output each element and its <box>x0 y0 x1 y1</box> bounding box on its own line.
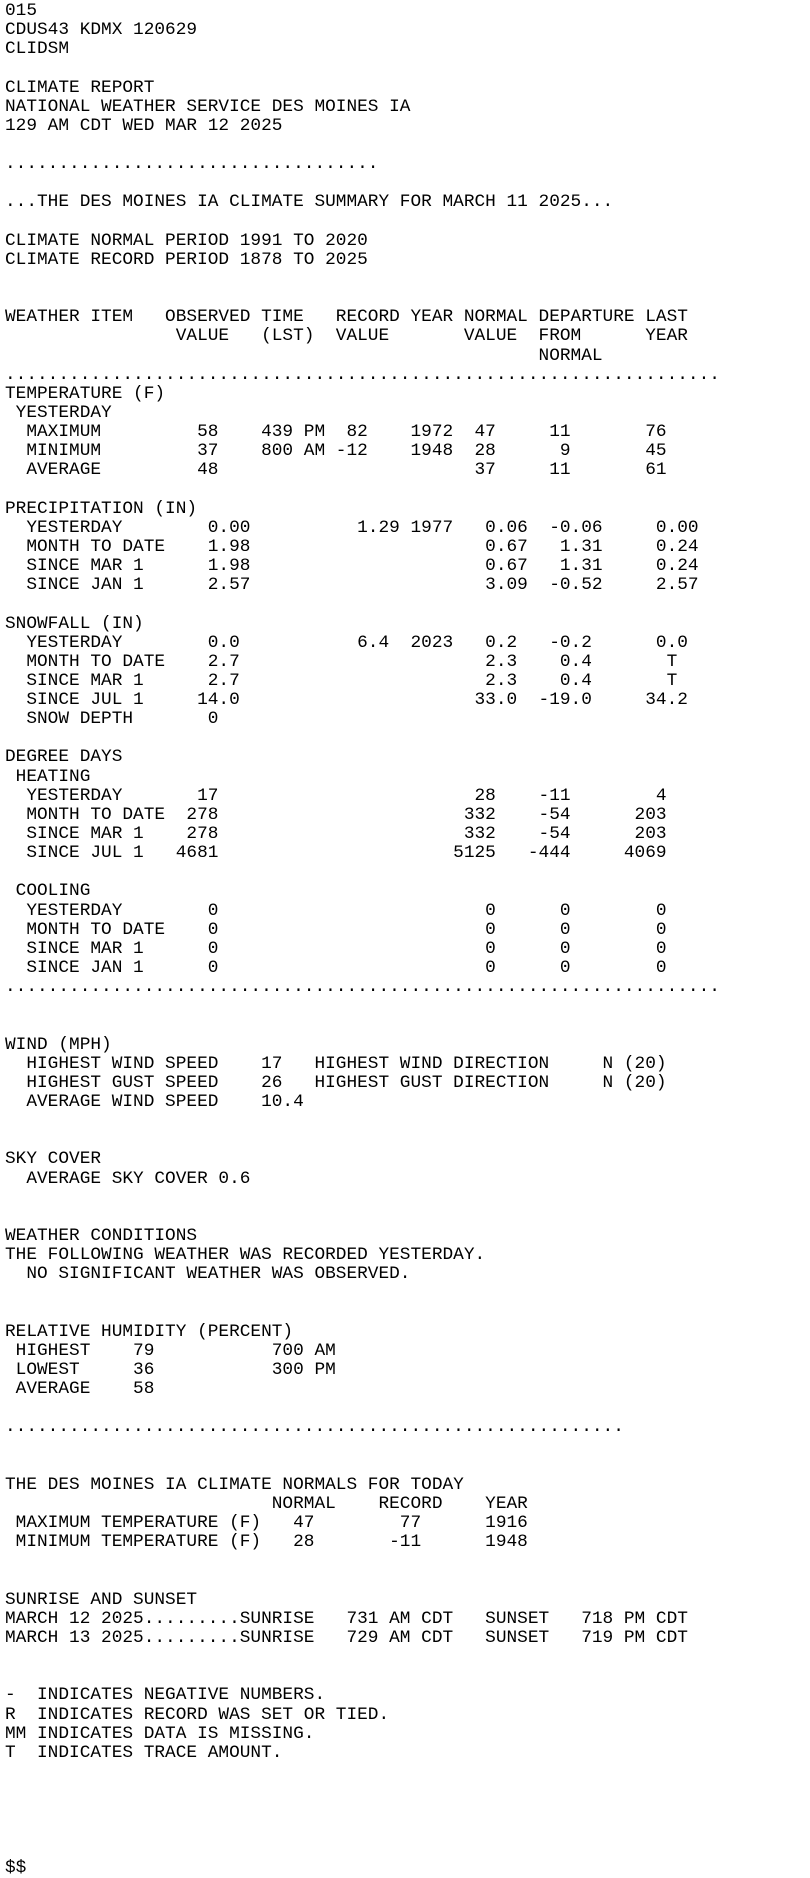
report-line <box>5 1284 810 1303</box>
report-line: YESTERDAY 17 28 -11 4 <box>5 786 667 806</box>
report-line: SINCE MAR 1 278 332 -54 203 <box>5 825 667 845</box>
report-line <box>5 1763 810 1782</box>
report-line: LOWEST 36 300 PM <box>5 1360 336 1380</box>
report-line: AVERAGE 48 37 11 61 <box>5 461 667 481</box>
report-line: PRECIPITATION (IN) <box>5 499 198 519</box>
report-line: YESTERDAY 0 0 0 0 <box>5 901 667 921</box>
report-line: CLIMATE RECORD PERIOD 1878 TO 2025 <box>5 250 368 270</box>
report-line <box>5 1208 810 1227</box>
report-line: SINCE MAR 1 0 0 0 0 <box>5 939 667 959</box>
report-line <box>5 289 810 308</box>
report-line <box>5 863 810 882</box>
report-line: MONTH TO DATE 278 332 -54 203 <box>5 805 667 825</box>
report-line <box>5 136 810 155</box>
report-line: SINCE JAN 1 2.57 3.09 -0.52 2.57 <box>5 576 699 596</box>
report-line: MARCH 13 2025.........SUNRISE 729 AM CDT SUNSET 719 PM CDT <box>5 1628 688 1648</box>
report-line: YESTERDAY <box>5 403 112 423</box>
report-line <box>5 174 810 193</box>
report-line <box>5 997 810 1016</box>
report-line: NO SIGNIFICANT WEATHER WAS OBSERVED. <box>5 1265 411 1285</box>
report-line: CLIDSM <box>5 40 70 60</box>
report-line <box>5 1782 810 1801</box>
report-line: - INDICATES NEGATIVE NUMBERS. <box>5 1686 326 1706</box>
report-line <box>5 1438 810 1457</box>
report-line <box>5 1131 810 1150</box>
report-line: T INDICATES TRACE AMOUNT. <box>5 1743 283 1763</box>
report-line: 015 <box>5 2 38 21</box>
report-line: WIND (MPH) <box>5 1035 112 1055</box>
report-line: NATIONAL WEATHER SERVICE DES MOINES IA <box>5 97 411 117</box>
report-line: CLIMATE NORMAL PERIOD 1991 TO 2020 <box>5 231 368 251</box>
report-line: AVERAGE SKY COVER 0.6 <box>5 1169 251 1189</box>
report-line: CLIMATE REPORT <box>5 78 155 98</box>
report-line: MM INDICATES DATA IS MISSING. <box>5 1724 315 1744</box>
report-line: WEATHER CONDITIONS <box>5 1227 198 1246</box>
report-line: SINCE MAR 1 1.98 0.67 1.31 0.24 <box>5 557 699 577</box>
report-line: MAXIMUM 58 439 PM 82 1972 47 11 76 <box>5 423 667 443</box>
report-line <box>5 1112 810 1131</box>
report-line: SINCE JUL 1 14.0 33.0 -19.0 34.2 <box>5 691 688 711</box>
report-line <box>5 1552 810 1571</box>
report-line <box>5 59 810 78</box>
report-line: MARCH 12 2025.........SUNRISE 731 AM CDT SUNSET 718 PM CDT <box>5 1609 688 1629</box>
report-line <box>5 1189 810 1208</box>
report-line: ................................................................... <box>5 978 720 998</box>
report-line: DEGREE DAYS <box>5 748 123 768</box>
report-line: NORMAL RECORD YEAR <box>5 1494 528 1514</box>
report-line: MAXIMUM TEMPERATURE (F) 47 77 1916 <box>5 1514 528 1534</box>
report-line: YESTERDAY 0.00 1.29 1977 0.06 -0.06 0.00 <box>5 518 699 538</box>
report-line: $$ <box>5 1858 27 1878</box>
report-line <box>5 1840 810 1859</box>
report-line: SINCE MAR 1 2.7 2.3 0.4 T <box>5 671 678 691</box>
report-line <box>5 1399 810 1418</box>
report-line <box>5 1304 810 1323</box>
report-line: HIGHEST GUST SPEED 26 HIGHEST GUST DIRECTION N (20) <box>5 1073 667 1093</box>
report-line: MONTH TO DATE 2.7 2.3 0.4 T <box>5 652 678 672</box>
report-line: WEATHER ITEM OBSERVED TIME RECORD YEAR NORMAL DEPARTURE LAST <box>5 308 688 328</box>
report-line: HIGHEST WIND SPEED 17 HIGHEST WIND DIRECTION N (20) <box>5 1054 667 1074</box>
report-line: SINCE JAN 1 0 0 0 0 <box>5 959 667 979</box>
report-line: .......................................................... <box>5 1418 624 1438</box>
report-line: YESTERDAY 0.0 6.4 2023 0.2 -0.2 0.0 <box>5 633 688 653</box>
report-line: RELATIVE HUMIDITY (PERCENT) <box>5 1322 294 1342</box>
report-line: VALUE (LST) VALUE VALUE FROM YEAR <box>5 327 688 347</box>
report-line <box>5 481 810 500</box>
report-line: THE DES MOINES IA CLIMATE NORMALS FOR TODAY <box>5 1475 464 1495</box>
report-line: MONTH TO DATE 0 0 0 0 <box>5 920 667 940</box>
report-line: ...THE DES MOINES IA CLIMATE SUMMARY FOR MARCH 11 2025... <box>5 193 614 213</box>
report-line <box>5 1667 810 1686</box>
report-line: MONTH TO DATE 1.98 0.67 1.31 0.24 <box>5 537 699 557</box>
report-line: HEATING <box>5 767 91 787</box>
report-line: MINIMUM 37 800 AM -12 1948 28 9 45 <box>5 442 667 462</box>
report-line <box>5 1572 810 1591</box>
report-line <box>5 1457 810 1476</box>
report-line: NORMAL <box>5 346 603 366</box>
report-line: HIGHEST 79 700 AM <box>5 1341 336 1361</box>
report-line <box>5 595 810 614</box>
report-line <box>5 1820 810 1839</box>
report-line: 129 AM CDT WED MAR 12 2025 <box>5 116 283 136</box>
report-line: AVERAGE 58 <box>5 1380 155 1400</box>
report-line <box>5 1648 810 1667</box>
report-line: COOLING <box>5 882 91 902</box>
report-line: ................................... <box>5 155 379 175</box>
report-line: SKY COVER <box>5 1150 102 1170</box>
report-line: AVERAGE WIND SPEED 10.4 <box>5 1093 304 1113</box>
report-line: SNOW DEPTH 0 <box>5 710 219 730</box>
report-line <box>5 1801 810 1820</box>
report-line <box>5 213 810 232</box>
report-line: SNOWFALL (IN) <box>5 614 144 634</box>
report-line: R INDICATES RECORD WAS SET OR TIED. <box>5 1705 390 1725</box>
report-line: TEMPERATURE (F) <box>5 384 166 404</box>
report-line: CDUS43 KDMX 120629 <box>5 21 198 41</box>
report-line: ................................................................... <box>5 365 720 385</box>
report-line: SINCE JUL 1 4681 5125 -444 4069 <box>5 844 667 864</box>
report-line <box>5 1016 810 1035</box>
report-line: THE FOLLOWING WEATHER WAS RECORDED YESTERDAY. <box>5 1246 486 1266</box>
report-line <box>5 270 810 289</box>
report-line: SUNRISE AND SUNSET <box>5 1590 198 1610</box>
report-line: MINIMUM TEMPERATURE (F) 28 -11 1948 <box>5 1533 528 1553</box>
report-line <box>5 729 810 748</box>
